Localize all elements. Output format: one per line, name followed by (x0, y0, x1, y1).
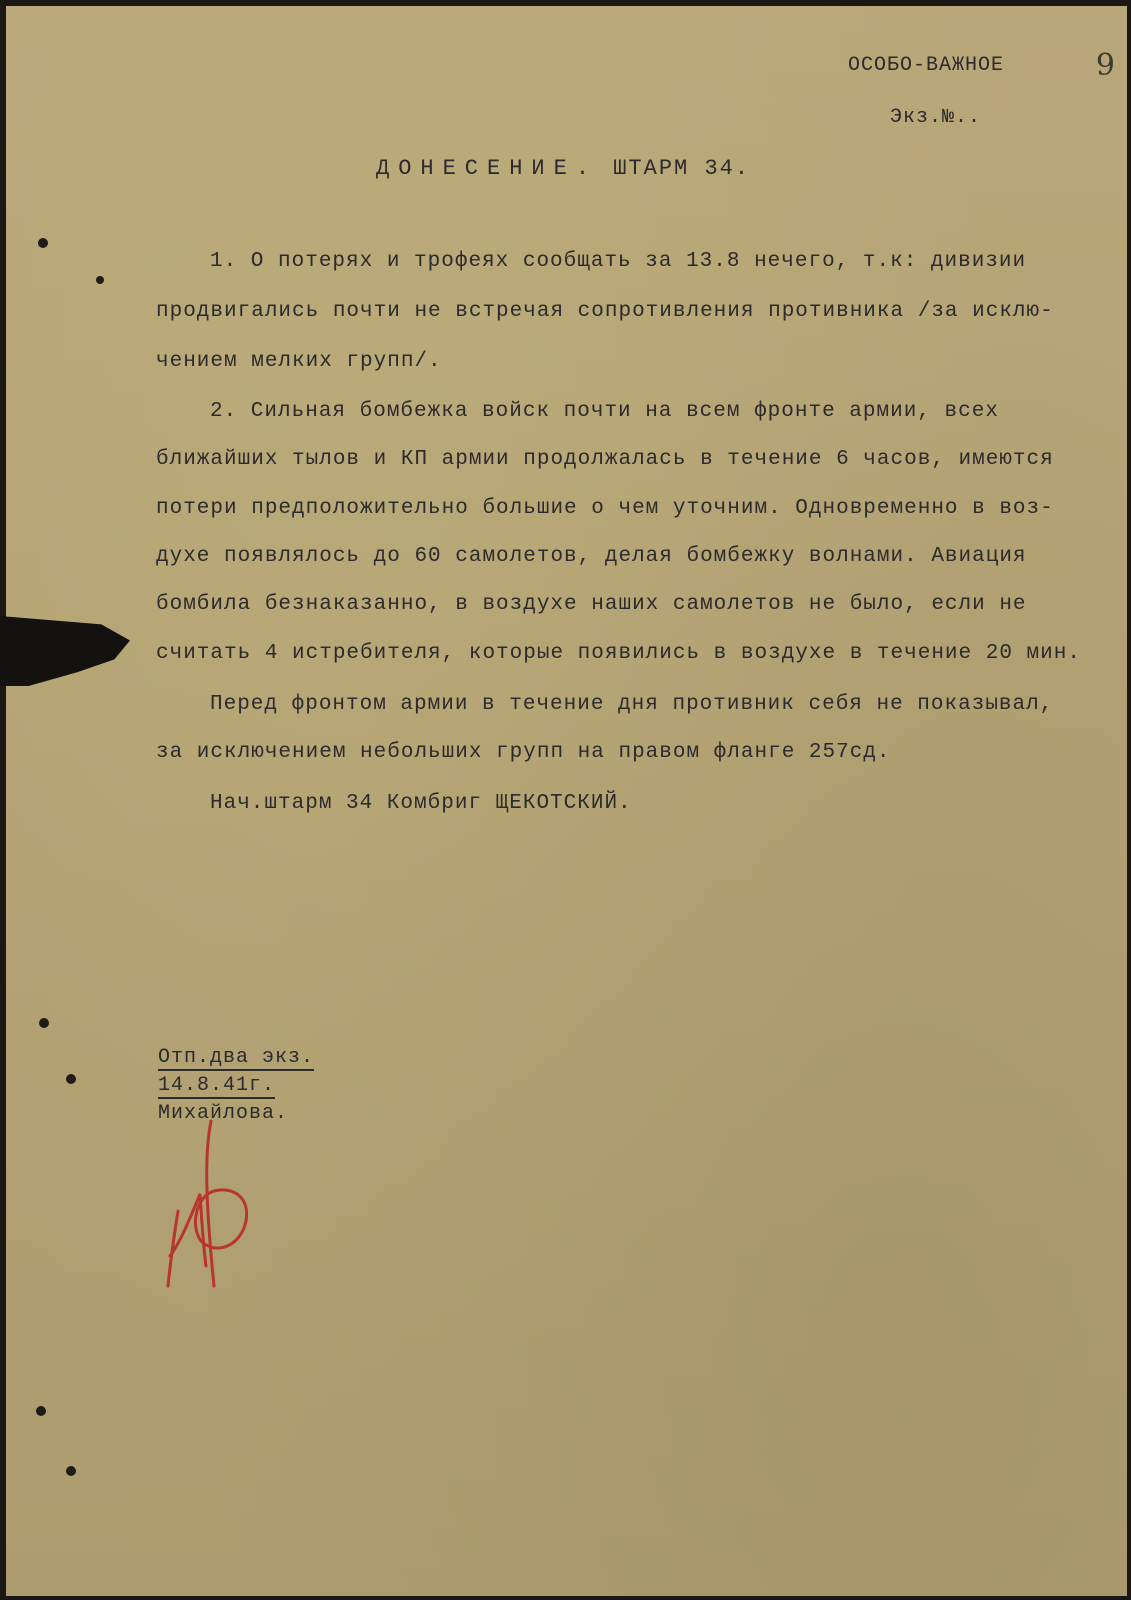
body-line: потери предположительно большие о чем уточним. Одновременно в воз- (156, 497, 1054, 520)
body-line: 2. Сильная бомбежка войск почти на всем фронте армии, всех (210, 400, 999, 423)
binding-hole (36, 1406, 46, 1416)
body-line: бомбила безнаказанно, в воздухе наших самолетов не было, если не (156, 593, 1027, 616)
binding-hole (38, 238, 48, 248)
signature-block: Нач.штарм 34 Комбриг ЩЕКОТСКИЙ. (210, 792, 632, 815)
copy-number: Экз.№.. (890, 106, 982, 129)
handwritten-initials (156, 1116, 276, 1296)
document-title (376, 156, 750, 181)
body-line: продвигались почти не встречая сопротивления противника /за исклю- (156, 300, 1054, 323)
classification-mark: ОСОБО-ВАЖНОЕ (848, 54, 1005, 77)
torn-edge (0, 616, 130, 686)
binding-hole (66, 1466, 76, 1476)
body-line: за исключением небольших групп на правом фланге 257сд. (156, 741, 891, 764)
body-line: чением мелких групп/. (156, 350, 442, 373)
binding-hole (66, 1074, 76, 1084)
title-spaced: ДОНЕСЕНИЕ. (376, 156, 599, 181)
copies-note: Отп.два экз. (158, 1046, 315, 1069)
binding-hole (96, 276, 104, 284)
body-line: считать 4 истребителя, которые появились в воздухе в течение 20 мин. (156, 642, 1081, 665)
binding-hole (39, 1018, 49, 1028)
body-line: Перед фронтом армии в течение дня противник себя не показывал, (210, 693, 1054, 716)
document-page (6, 6, 1127, 1596)
date-note: 14.8.41г. (158, 1074, 276, 1097)
typist-note: Михайлова. (158, 1102, 289, 1125)
title-rest: ШТАРМ 34. (598, 156, 751, 181)
page-number: 9 (1095, 48, 1115, 83)
body-line: 1. О потерях и трофеях сообщать за 13.8 нечего, т.к: дивизии (210, 250, 1027, 273)
body-line: ближайших тылов и КП армии продолжалась в течение 6 часов, имеются (156, 448, 1054, 471)
body-line: духе появлялось до 60 самолетов, делая бомбежку волнами. Авиация (156, 545, 1027, 568)
